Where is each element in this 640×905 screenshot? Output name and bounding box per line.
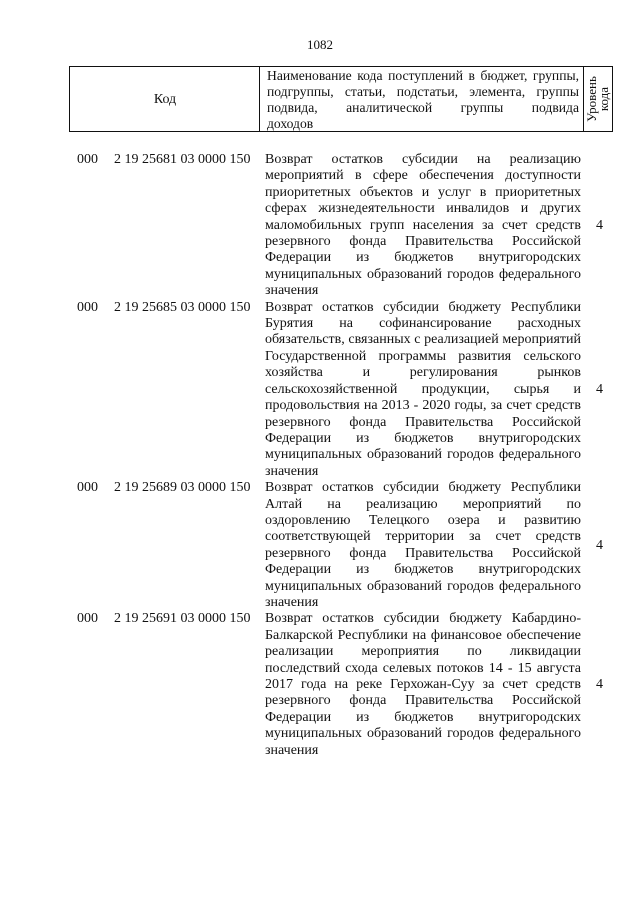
header-level-cell: [584, 67, 612, 131]
revenue-description: Возврат остатков субсидии бюджету Кабардино-Балкарской Республики на финансовое обеспечение реализации мероприятия по ликвидации последствий схода селевых потоков 14 - 15 августа 2017 года на реке Герхожан-Суу за счет средств резервного фонда Правительства Российской Федерации из бюджетов внутригородских муниципальных образований городов федерального значения: [265, 611, 581, 758]
table-row: [0, 480, 640, 611]
admin-code: 000: [77, 480, 98, 496]
header-name-label: Наименование кода поступлений в бюджет, группы, подгруппы, статьи, подстатьи, элемента, группы подвида, аналитической группы подвида: [267, 68, 579, 115]
code-level: 4: [596, 218, 603, 233]
table-row: [0, 300, 640, 480]
header-name-label-tail: доходов: [267, 116, 314, 131]
admin-code: 000: [77, 611, 98, 627]
table-row: [0, 611, 640, 759]
header-code-cell: [70, 67, 260, 131]
page-number: 1082: [307, 37, 333, 52]
revenue-code: 2 19 25691 03 0000 150: [114, 611, 251, 627]
code-level: 4: [596, 538, 603, 554]
admin-code: 000: [77, 299, 98, 315]
revenue-description: Возврат остатков субсидии бюджету Республики Алтай на реализацию мероприятий по оздоровлению Телецкого озера и развитию соответствующей территории за счет средств резервного фонда Правительства Российской Федерации из бюджетов внутригородских муниципальных образований городов федерального значения: [265, 480, 581, 610]
table-row: [0, 152, 640, 300]
entries-list: [0, 152, 640, 759]
table-header: [69, 66, 613, 132]
admin-code: 000: [77, 152, 98, 167]
header-code-label: Код: [153, 92, 177, 107]
header-level-label: Уровень кода: [584, 76, 611, 122]
revenue-code: 2 19 25685 03 0000 150: [114, 299, 251, 315]
revenue-code: 2 19 25689 03 0000 150: [114, 480, 251, 496]
revenue-description: Возврат остатков субсидии на реализацию мероприятий в сфере обеспечения доступности приоритетных объектов и услуг в приоритетных сферах жизнедеятельности инвалидов и других маломобильных групп населения за счет средств резервного фонда Правительства Российской Федерации из бюджетов внутригородских муниципальных образований городов федерального значения: [265, 152, 581, 299]
revenue-description: Возврат остатков субсидии бюджету Республики Бурятия на софинансирование расходных обязательств, связанных с реализацией мероприятий Государственной программы развития сельского хозяйства и регулирования рынков сельскохозяйственной продукции, сырья и продовольствия на 2013 - 2020 годы, за счет средств резервного фонда Правительства Российской Федерации из бюджетов внутригородских муниципальных образований городов федерального значения: [265, 299, 581, 479]
code-level: 4: [596, 677, 603, 693]
header-name-cell: [260, 67, 584, 131]
revenue-code: 2 19 25681 03 0000 150: [114, 152, 251, 167]
code-level: 4: [596, 381, 603, 397]
